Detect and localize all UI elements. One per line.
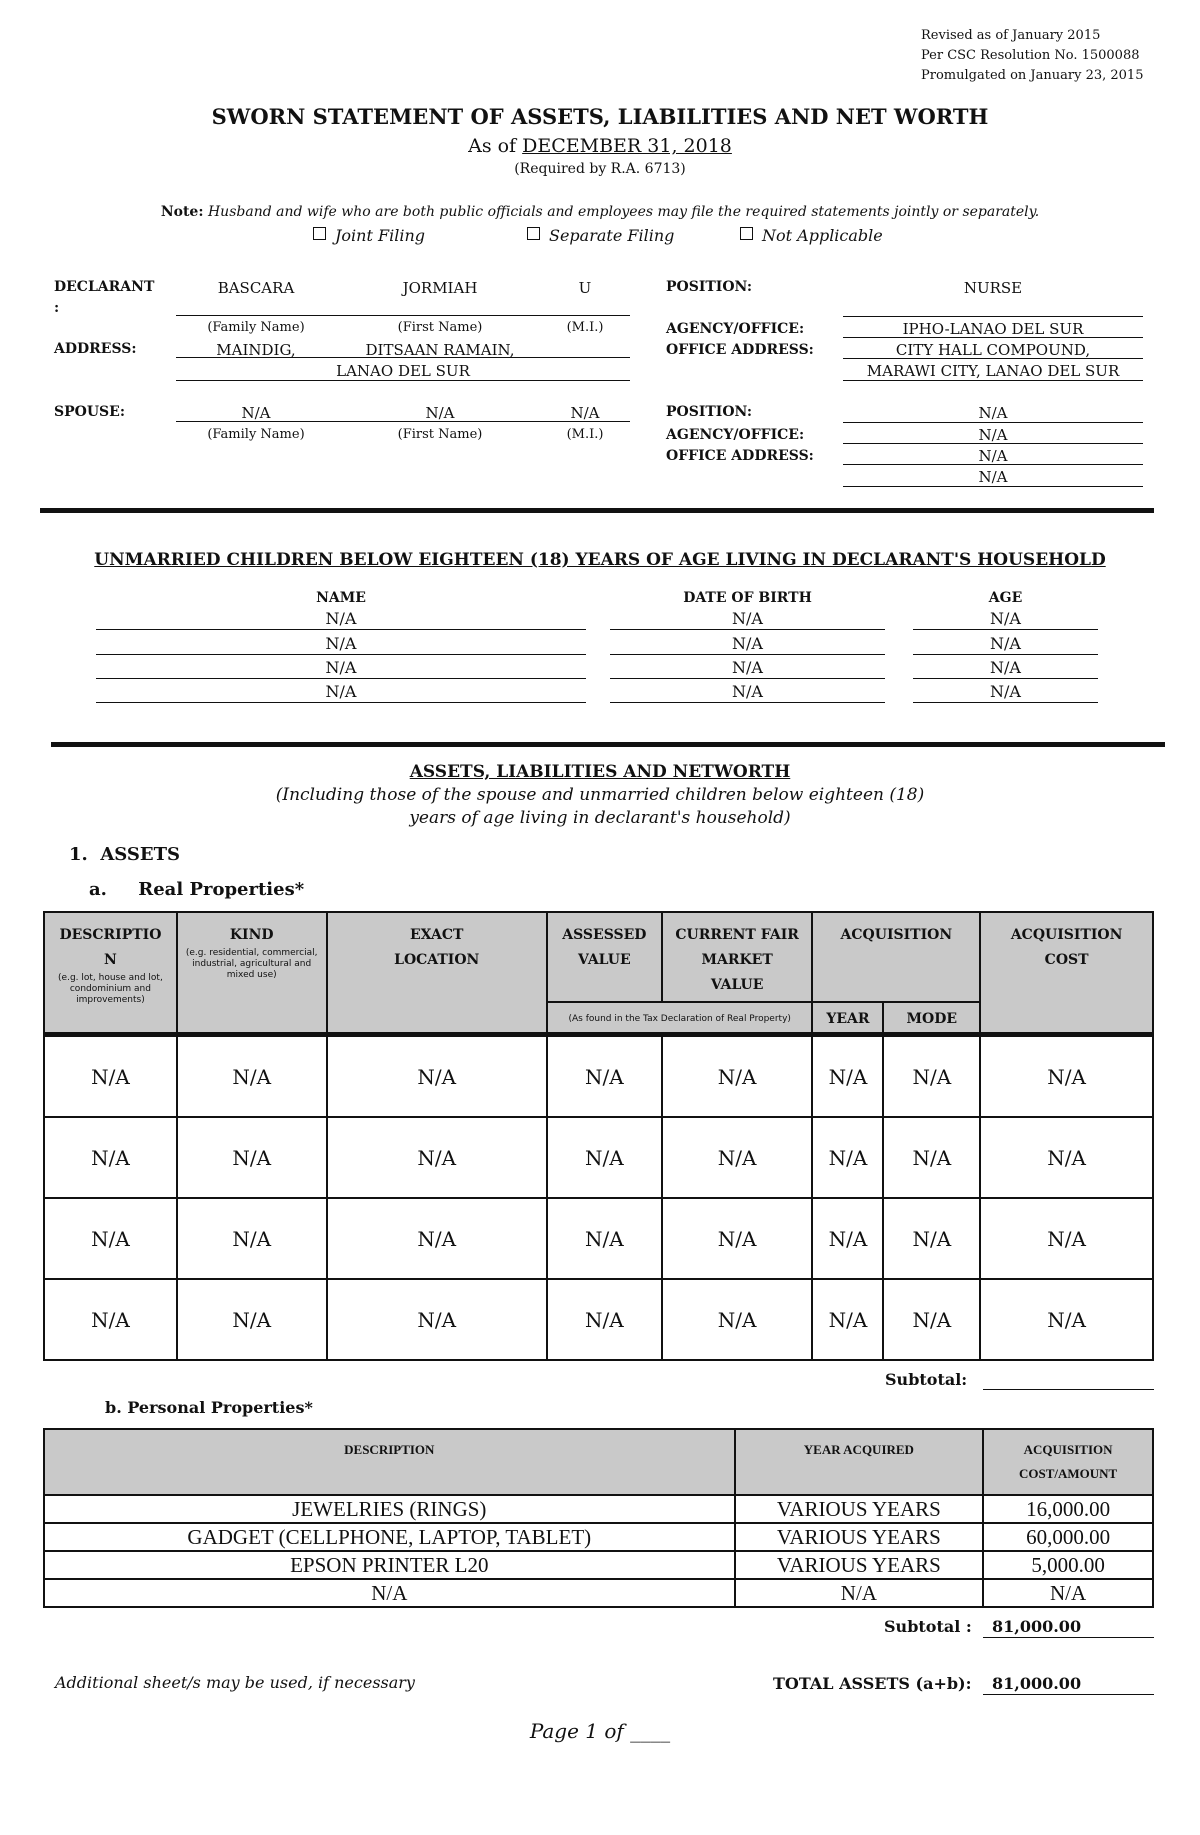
real-property-description: N/A — [44, 1036, 177, 1117]
address-line-1: MAINDIG, — [216, 341, 296, 359]
checkbox-icon[interactable] — [313, 227, 326, 240]
address-label: ADDRESS: — [54, 341, 137, 357]
separate-filing-option[interactable]: Separate Filing — [527, 226, 674, 245]
real-property-description: N/A — [44, 1279, 177, 1360]
table-row — [44, 1495, 1153, 1523]
child-dob: N/A — [732, 609, 763, 628]
children-heading: UNMARRIED CHILDREN BELOW EIGHTEEN (18) YEARS OF AGE LIVING IN DECLARANT'S HOUSEHOLD — [94, 550, 1106, 570]
header-acquisition: ACQUISITION — [812, 912, 980, 1002]
family-name-caption: (Family Name) — [207, 320, 305, 335]
personal-property-desc: N/A — [44, 1579, 735, 1607]
personal-properties-table — [43, 1428, 1154, 1608]
spouse-name-line — [176, 421, 630, 422]
filing-note: Note: Husband and wife who are both public officials and employees may file the required statements jointly or separately. — [160, 204, 1040, 220]
real-property-fair-value: N/A — [662, 1036, 813, 1117]
child-row-line — [610, 678, 885, 679]
header-mode: MODE — [883, 1002, 980, 1036]
real-subtotal-label: Subtotal: — [885, 1370, 968, 1389]
real-property-cost: N/A — [980, 1036, 1153, 1117]
personal-property-year: VARIOUS YEARS — [735, 1523, 984, 1551]
child-row-line — [610, 629, 885, 630]
pp-header-description: DESCRIPTION — [44, 1429, 735, 1495]
personal-property-desc: GADGET (CELLPHONE, LAPTOP, TABLET) — [44, 1523, 735, 1551]
checkbox-icon[interactable] — [527, 227, 540, 240]
office-address-line-b — [843, 380, 1143, 381]
personal-property-cost: 16,000.00 — [983, 1495, 1153, 1523]
spouse-office-line — [843, 464, 1143, 465]
table-row — [44, 1579, 1153, 1607]
section-divider-2 — [51, 742, 1165, 747]
total-assets-line — [983, 1694, 1154, 1695]
real-properties-body — [44, 1036, 1153, 1360]
child-row-line — [913, 702, 1098, 703]
personal-property-desc: EPSON PRINTER L20 — [44, 1551, 735, 1579]
spouse-mi: N/A — [570, 404, 600, 422]
not-applicable-option[interactable]: Not Applicable — [740, 226, 883, 245]
child-row-line — [610, 654, 885, 655]
children-col-age: AGE — [988, 590, 1023, 606]
child-name: N/A — [325, 658, 357, 677]
header-year: YEAR — [812, 1002, 883, 1036]
child-name: N/A — [325, 682, 357, 701]
spouse-position: N/A — [978, 404, 1008, 422]
table-row — [44, 1551, 1153, 1579]
real-property-kind: N/A — [177, 1198, 327, 1279]
personal-subtotal-line — [983, 1637, 1154, 1638]
children-col-name: NAME — [316, 590, 366, 606]
section-divider — [40, 508, 1154, 513]
office-address-line — [843, 358, 1143, 359]
assets-heading: 1. ASSETS — [69, 844, 181, 865]
spouse-office-line-b — [843, 486, 1143, 487]
pp-header-year: YEAR ACQUIRED — [735, 1429, 984, 1495]
declarant-family-name: BASCARA — [217, 279, 295, 297]
real-property-mode: N/A — [883, 1279, 980, 1360]
real-property-assessed-value: N/A — [547, 1036, 662, 1117]
declarant-name-line — [176, 315, 630, 316]
address-line-2: DITSAAN RAMAIN, — [365, 341, 515, 359]
child-row-line — [96, 629, 586, 630]
spouse-office-address-1: N/A — [978, 447, 1008, 465]
spouse-agency-line — [843, 443, 1143, 444]
child-row-line — [96, 678, 586, 679]
real-property-year: N/A — [812, 1279, 883, 1360]
address-line-3: LANAO DEL SUR — [336, 362, 470, 380]
personal-properties-header-row — [44, 1429, 1153, 1495]
table-row — [44, 1523, 1153, 1551]
spouse-label: SPOUSE: — [54, 404, 125, 420]
real-property-fair-value: N/A — [662, 1117, 813, 1198]
real-property-fair-value: N/A — [662, 1279, 813, 1360]
child-row-line — [913, 654, 1098, 655]
personal-property-desc: JEWELRIES (RINGS) — [44, 1495, 735, 1523]
child-name: N/A — [325, 609, 357, 628]
real-property-location: N/A — [327, 1279, 547, 1360]
declarant-agency: IPHO-LANAO DEL SUR — [902, 320, 1084, 338]
spouse-mi-caption: (M.I.) — [566, 427, 604, 442]
office-address-label: OFFICE ADDRESS: — [666, 342, 814, 358]
real-property-mode: N/A — [883, 1036, 980, 1117]
spouse-position-label: POSITION: — [666, 404, 753, 420]
as-of-line: As of DECEMBER 31, 2018 — [468, 135, 732, 157]
agency-line — [843, 337, 1143, 338]
pp-header-cost: ACQUISITION COST/AMOUNT — [983, 1429, 1153, 1495]
child-dob: N/A — [732, 682, 763, 701]
declarant-colon: : — [54, 300, 60, 316]
additional-sheets-note: Additional sheet/s may be used, if necessary — [55, 1673, 415, 1692]
spouse-agency-label: AGENCY/OFFICE: — [666, 427, 805, 443]
real-property-mode: N/A — [883, 1198, 980, 1279]
header-acquisition-cost: ACQUISITION COST — [980, 912, 1153, 1036]
spouse-office-address-label: OFFICE ADDRESS: — [666, 448, 814, 464]
header-divider — [43, 1032, 1154, 1035]
header-location: EXACT LOCATION — [327, 912, 547, 1036]
child-dob: N/A — [732, 634, 763, 653]
table-row — [44, 1117, 1153, 1198]
page-title: SWORN STATEMENT OF ASSETS, LIABILITIES AND NET WORTH — [211, 104, 989, 129]
position-label: POSITION: — [666, 279, 753, 295]
position-line — [843, 316, 1143, 317]
personal-property-cost: N/A — [983, 1579, 1153, 1607]
child-age: N/A — [990, 658, 1021, 677]
aln-subheading-2: years of age living in declarant's household) — [409, 808, 791, 828]
declarant-mi: U — [578, 279, 592, 297]
personal-property-year: N/A — [735, 1579, 984, 1607]
first-name-caption: (First Name) — [397, 320, 483, 335]
address-line-b — [176, 380, 630, 381]
real-property-location: N/A — [327, 1198, 547, 1279]
header-description: DESCRIPTIO N (e.g. lot, house and lot, condominium and improvements) — [44, 912, 177, 1036]
header-assessed: ASSESSED VALUE — [547, 912, 662, 1002]
child-age: N/A — [990, 682, 1021, 701]
table-row — [44, 1279, 1153, 1360]
revision-note: Revised as of January 2015 Per CSC Resolution No. 1500088 Promulgated on January 23, 2015 — [921, 28, 1144, 83]
real-property-year: N/A — [812, 1117, 883, 1198]
personal-property-cost: 5,000.00 — [983, 1551, 1153, 1579]
personal-subtotal-value: 81,000.00 — [992, 1617, 1082, 1636]
spouse-position-line — [843, 422, 1143, 423]
header-value-note: (As found in the Tax Declaration of Real Property) — [547, 1002, 813, 1036]
declarant-first-name: JORMIAH — [402, 279, 478, 297]
spouse-office-address-2: N/A — [978, 468, 1008, 486]
real-property-assessed-value: N/A — [547, 1279, 662, 1360]
table-row — [44, 1036, 1153, 1117]
real-property-year: N/A — [812, 1198, 883, 1279]
real-property-description: N/A — [44, 1117, 177, 1198]
child-row-line — [913, 629, 1098, 630]
real-property-assessed-value: N/A — [547, 1198, 662, 1279]
office-address-line-2: MARAWI CITY, LANAO DEL SUR — [866, 362, 1120, 380]
declarant-position: NURSE — [963, 279, 1023, 297]
real-property-kind: N/A — [177, 1117, 327, 1198]
aln-heading: ASSETS, LIABILITIES AND NETWORTH — [409, 762, 791, 782]
real-properties-header-row — [44, 912, 1153, 1002]
real-property-assessed-value: N/A — [547, 1117, 662, 1198]
header-kind: KIND (e.g. residential, commercial, industrial, agricultural and mixed use) — [177, 912, 327, 1036]
real-property-description: N/A — [44, 1198, 177, 1279]
real-property-mode: N/A — [883, 1117, 980, 1198]
address-line — [176, 357, 630, 358]
child-row-line — [913, 678, 1098, 679]
mi-caption: (M.I.) — [566, 320, 604, 335]
child-name: N/A — [325, 634, 357, 653]
real-property-kind: N/A — [177, 1036, 327, 1117]
child-row-line — [96, 702, 586, 703]
real-property-cost: N/A — [980, 1198, 1153, 1279]
total-assets-value: 81,000.00 — [992, 1674, 1082, 1693]
child-row-line — [96, 654, 586, 655]
real-subtotal-line — [983, 1389, 1154, 1390]
child-age: N/A — [990, 634, 1021, 653]
table-row — [44, 1198, 1153, 1279]
child-dob: N/A — [732, 658, 763, 677]
spouse-agency: N/A — [978, 426, 1008, 444]
spouse-family-name: N/A — [241, 404, 271, 422]
child-row-line — [610, 702, 885, 703]
personal-property-year: VARIOUS YEARS — [735, 1551, 984, 1579]
real-property-location: N/A — [327, 1117, 547, 1198]
personal-properties-heading: b. Personal Properties* — [105, 1398, 313, 1417]
page-number: Page 1 of ____ — [529, 1719, 671, 1743]
personal-properties-body — [44, 1495, 1153, 1607]
office-address-line-1: CITY HALL COMPOUND, — [895, 341, 1091, 359]
real-property-kind: N/A — [177, 1279, 327, 1360]
checkbox-icon[interactable] — [740, 227, 753, 240]
aln-subheading-1: (Including those of the spouse and unmarried children below eighteen (18) — [275, 785, 925, 805]
joint-filing-option[interactable]: Joint Filing — [313, 226, 425, 245]
real-properties-table — [43, 911, 1154, 1361]
spouse-first-caption: (First Name) — [397, 427, 483, 442]
required-by: (Required by R.A. 6713) — [514, 161, 686, 177]
children-col-dob: DATE OF BIRTH — [683, 590, 812, 606]
personal-property-cost: 60,000.00 — [983, 1523, 1153, 1551]
real-properties-heading: a. Real Properties* — [89, 879, 305, 900]
real-property-cost: N/A — [980, 1117, 1153, 1198]
header-fair-value: CURRENT FAIR MARKET VALUE — [662, 912, 813, 1002]
declarant-label: DECLARANT — [54, 279, 155, 295]
child-age: N/A — [990, 609, 1021, 628]
real-property-cost: N/A — [980, 1279, 1153, 1360]
spouse-first-name: N/A — [425, 404, 455, 422]
spouse-family-caption: (Family Name) — [207, 427, 305, 442]
total-assets-label: TOTAL ASSETS (a+b): — [773, 1674, 972, 1693]
real-property-year: N/A — [812, 1036, 883, 1117]
as-of-date: DECEMBER 31, 2018 — [522, 135, 732, 157]
personal-property-year: VARIOUS YEARS — [735, 1495, 984, 1523]
agency-label: AGENCY/OFFICE: — [666, 321, 805, 337]
real-property-fair-value: N/A — [662, 1198, 813, 1279]
personal-subtotal-label: Subtotal : — [884, 1617, 972, 1636]
real-property-location: N/A — [327, 1036, 547, 1117]
